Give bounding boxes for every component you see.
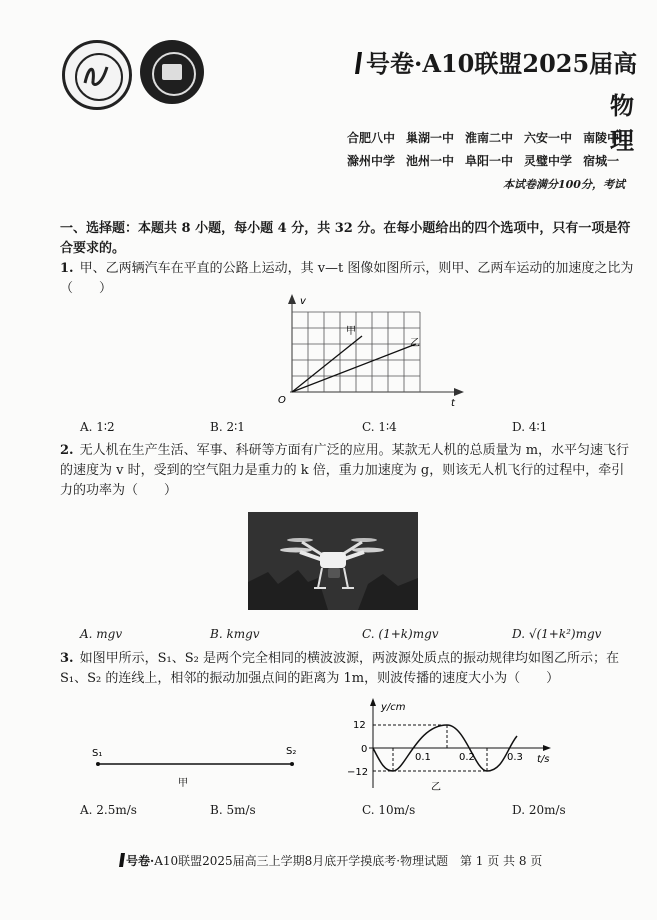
vt-graph-figure	[270, 290, 470, 410]
school-name: 南陵中	[583, 131, 620, 145]
question-text: 无人机在生产生活、军事、科研等方面有广泛的应用。某款无人机的总质量为 m，水平匀速飞行的速度为 v 时，受到的空气阻力是重力的 k 倍，重力加速度为 g，则该无人机飞行的过程中，牵引力的功率为（ ）	[60, 443, 630, 498]
question-text: 如图甲所示，S₁、S₂ 是两个完全相同的横波波源，两波源处质点的振动规律均如图乙所示；在 S₁、S₂ 的连线上，相邻的振动加强点间的距离为 1m，则波传播的速度大小为（ ）	[60, 651, 619, 686]
brand-text: 号卷·A10联盟2025届高	[366, 49, 638, 78]
footer-exam-title: A10联盟2025届高三上学期8月底开学摸底考·物理试题	[154, 854, 449, 868]
footer-page-number: 第 1 页 共 8 页	[459, 854, 543, 868]
source-s2-label: S₂	[286, 746, 297, 757]
school-list-row-2	[347, 152, 630, 169]
school-name: 巢湖一中	[406, 131, 455, 145]
q3-option-d[interactable]: D. 20m/s	[512, 803, 566, 817]
vt-y-axis-label: v	[300, 296, 306, 307]
figure-jia-caption: 甲	[178, 778, 188, 789]
source-line-figure	[86, 740, 306, 790]
vt-line-jia-label: 甲	[346, 326, 356, 337]
exam-brand-title	[352, 44, 637, 79]
school-name: 合肥八中	[347, 131, 396, 145]
brand-stroke-icon	[352, 50, 366, 76]
drone-photo	[248, 512, 418, 610]
vt-origin-label: O	[278, 395, 286, 406]
alliance-seal-logo	[62, 40, 132, 110]
footer-brand: 号卷·	[126, 854, 155, 868]
vibration-graph-figure	[335, 696, 565, 796]
line-yi	[292, 344, 416, 392]
q3-option-c[interactable]: C. 10m/s	[362, 803, 416, 817]
school-name: 六安一中	[524, 131, 573, 145]
q2-option-c[interactable]: C. (1+k)mgv	[362, 627, 439, 641]
figure-yi-caption: 乙	[431, 782, 441, 793]
seal-building-icon	[162, 64, 182, 80]
q1-option-b[interactable]: B. 2∶1	[210, 420, 245, 434]
school-list-row-1	[347, 129, 630, 146]
q3-option-a[interactable]: A. 2.5m/s	[80, 803, 137, 817]
footer-brand-stroke-icon	[118, 852, 126, 868]
graph-y-label: y/cm	[381, 702, 406, 713]
ytick-label: 0	[361, 744, 368, 755]
xtick-label: 0.2	[459, 752, 475, 763]
school-name: 阜阳一中	[465, 154, 514, 168]
graph-x-label: t/s	[537, 754, 550, 765]
xtick-label: 0.3	[507, 752, 523, 763]
xtick-label: 0.1	[415, 752, 431, 763]
ytick-label: −12	[347, 767, 369, 778]
q1-option-c[interactable]: C. 1∶4	[362, 420, 397, 434]
q2-option-d[interactable]: D. √(1+k²)mgv	[512, 627, 602, 641]
q1-option-d[interactable]: D. 4∶1	[512, 420, 548, 434]
drone-icon	[248, 512, 418, 610]
school-name: 宿城一	[583, 154, 620, 168]
school-name: 灵璧中学	[524, 154, 573, 168]
question-number: 2.	[60, 443, 74, 458]
q2-option-a[interactable]: A. mgv	[80, 627, 123, 641]
q1-option-a[interactable]: A. 1∶2	[80, 420, 115, 434]
question-number: 1.	[60, 261, 74, 276]
question-2	[60, 441, 635, 501]
question-number: 3.	[60, 651, 74, 666]
question-3	[60, 649, 635, 689]
seal-monogram-icon	[79, 57, 115, 93]
school-name: 池州一中	[406, 154, 455, 168]
page-footer	[118, 852, 542, 869]
subject-title: 物理	[610, 91, 634, 155]
vt-x-axis-label: t	[451, 398, 455, 409]
school-name: 滁州中学	[347, 154, 396, 168]
section-heading: 一、选择题：本题共 8 小题，每小题 4 分，共 32 分。在每小题给出的四个选项中，只有一项是符合要求的。	[60, 221, 631, 256]
school-seal-logo	[140, 40, 204, 104]
school-name: 淮南二中	[465, 131, 514, 145]
ytick-label: 12	[353, 720, 366, 731]
q3-option-b[interactable]: B. 5m/s	[210, 803, 256, 817]
score-note: 本试卷满分100分，考试	[503, 178, 625, 191]
vt-line-yi-label: 乙	[410, 338, 420, 349]
question-text: 甲、乙两辆汽车在平直的公路上运动，其 v—t 图像如图所示，则甲、乙两车运动的加速度之比为（ ）	[60, 261, 634, 296]
source-s1-label: S₁	[92, 748, 103, 759]
q2-option-b[interactable]: B. kmgv	[210, 627, 260, 641]
